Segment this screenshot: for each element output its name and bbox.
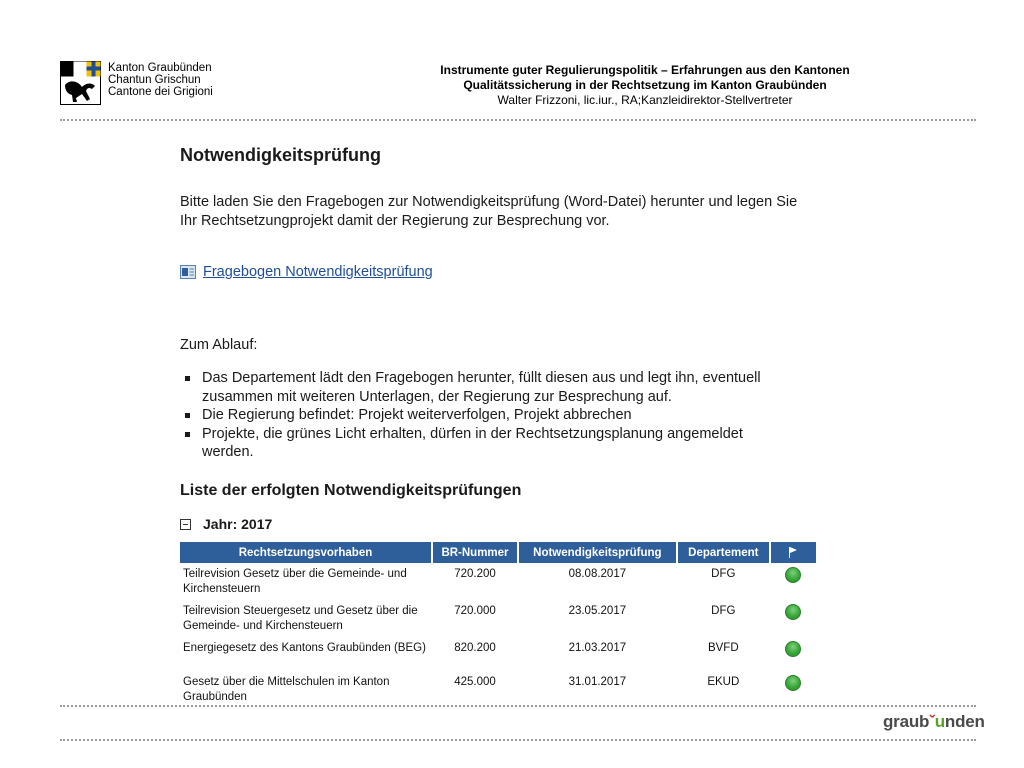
canton-names — [108, 62, 213, 98]
page-title: Notwendigkeitsprüfung — [180, 145, 381, 165]
cell-vorhaben: Gesetz über die Mittelschulen im Kanton Graubünden — [183, 676, 390, 703]
green-status-icon — [785, 641, 801, 657]
green-status-icon — [785, 675, 801, 691]
graubuenden-logo: graubˇunden — [883, 712, 985, 731]
canton-crest-logo — [60, 61, 101, 105]
cell-br-nummer: 425.000 — [454, 676, 496, 688]
list-item: Das Departement lädt den Fragebogen herunter, füllt diesen aus und legt ihn, eventuell zusammen mit weiteren Unterlagen, der Regierung zur Besprechung auf. — [180, 369, 790, 406]
table-row — [180, 563, 816, 600]
column-header-vorhaben[interactable]: Rechtsetzungsvorhaben — [180, 542, 431, 563]
logo-u-mark: ˇu — [929, 712, 945, 731]
cell-status — [771, 600, 816, 637]
slide-author: Walter Frizzoni, lic.iur., RA;Kanzleidirektor-Stellvertreter — [497, 93, 793, 107]
cell-departement: BVFD — [707, 642, 739, 654]
canton-name-de: Kanton Graubünden — [108, 62, 212, 74]
pruefungen-table — [180, 542, 817, 703]
cell-vorhaben: Energiegesetz des Kantons Graubünden (BEG) — [183, 642, 426, 654]
cell-vorhaben: Teilrevision Gesetz über die Gemeinde- und Kirchensteuern — [183, 568, 407, 595]
cell-status — [771, 637, 816, 671]
slide-title-line2: Qualitätssicherung in der Rechtsetzung im Kanton Graubünden — [463, 78, 827, 92]
ablauf-list — [180, 369, 790, 462]
ablauf-label: Zum Ablauf: — [180, 337, 258, 353]
cell-status — [771, 671, 816, 708]
column-header-status[interactable] — [771, 542, 816, 563]
slide-header — [300, 63, 990, 108]
year-label: Jahr: 2017 — [203, 516, 273, 532]
slide-title-line1: Instrumente guter Regulierungspolitik – Erfahrungen aus den Kantonen — [440, 63, 850, 77]
footer-divider-bottom — [60, 739, 976, 741]
canton-name-it: Cantone dei Grigioni — [108, 86, 213, 98]
cell-departement: EKUD — [707, 676, 740, 688]
list-item: Die Regierung befindet: Projekt weiterverfolgen, Projekt abbrechen — [180, 406, 790, 425]
column-header-pruefung[interactable]: Notwendigkeitsprüfung — [519, 542, 676, 563]
table-row — [180, 637, 816, 671]
list-item: Projekte, die grünes Licht erhalten, dürfen in der Rechtsetzungsplanung angemeldet werden. — [180, 425, 790, 462]
fragebogen-download-link[interactable]: Fragebogen Notwendigkeitsprüfung — [203, 264, 433, 280]
table-row — [180, 671, 816, 708]
cell-br-nummer: 720.000 — [454, 605, 496, 617]
cell-departement: DFG — [711, 568, 736, 580]
cell-status — [771, 563, 816, 600]
green-status-icon — [785, 567, 801, 583]
column-header-departement[interactable]: Departement — [678, 542, 769, 563]
header-divider — [60, 119, 976, 121]
flag-icon — [788, 547, 798, 558]
collapse-minus-icon[interactable] — [180, 519, 191, 530]
cell-vorhaben: Teilrevision Steuergesetz und Gesetz über die Gemeinde- und Kirchensteuern — [183, 605, 418, 632]
download-link-row[interactable] — [180, 264, 433, 280]
canton-name-rm: Chantun Grischun — [108, 74, 201, 86]
cell-datum: 21.03.2017 — [568, 642, 627, 654]
green-status-icon — [785, 604, 801, 620]
cell-datum: 31.01.2017 — [568, 676, 627, 688]
cell-departement: DFG — [711, 605, 736, 617]
table-row — [180, 600, 816, 637]
intro-text: Bitte laden Sie den Fragebogen zur Notwendigkeitsprüfung (Word-Datei) herunter und legen Sie Ihr Rechtsetzungprojekt damit der Regierung zur Besprechung vor. — [180, 194, 798, 229]
footer-divider-top — [60, 705, 976, 707]
cell-datum: 23.05.2017 — [568, 605, 627, 617]
word-document-icon — [180, 265, 196, 279]
cell-br-nummer: 820.200 — [454, 642, 496, 654]
column-header-br-nummer[interactable]: BR-Nummer — [433, 542, 517, 563]
year-group-toggle[interactable] — [180, 516, 272, 532]
list-heading: Liste der erfolgten Notwendigkeitsprüfungen — [180, 482, 522, 499]
cell-br-nummer: 720.200 — [454, 568, 496, 580]
cell-datum: 08.08.2017 — [568, 568, 627, 580]
